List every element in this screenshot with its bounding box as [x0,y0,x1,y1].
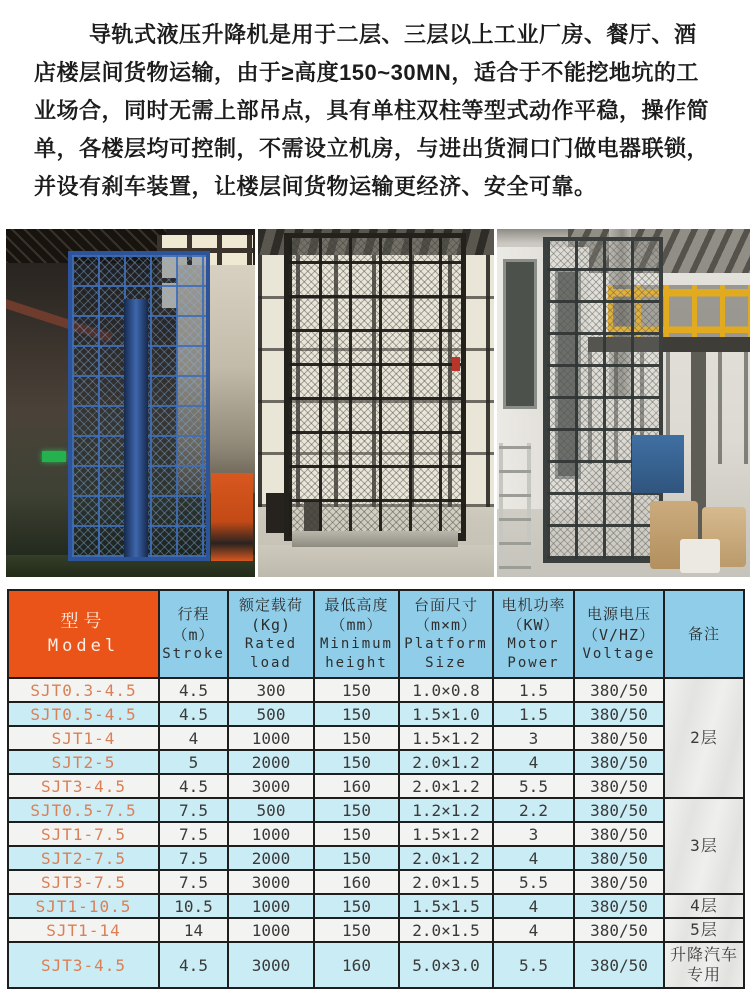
header-zh: 电源电压 [586,605,651,624]
cell-voltage: 380/50 [574,750,664,774]
col-header-model [8,590,159,678]
product-intro-paragraph: 导轨式液压升降机是用于二层、三层以上工业厂房、餐厅、酒店楼层间货物运输，由于≥高度150~30MN，适合于不能挖地坑的工业场合，同时无需上部吊点，具有单柱双柱等型式动作平稳，操作简单，各楼层均可控制，不需设立机房，与进出货洞口门做电器联锁，并设有刹车装置，让楼层间货物运输更经济、安全可靠。 [34,22,710,199]
cell-load: 3000 [228,870,314,894]
cell-voltage: 380/50 [574,798,664,822]
exit-sign [42,451,66,462]
cell-load: 1000 [228,918,314,942]
header-en: Stroke [162,645,225,662]
cell-stroke: 7.5 [159,870,228,894]
white-bag [680,539,720,573]
header-unit: （V/HZ） [582,625,656,644]
spec-table-section [7,589,745,989]
cell-min-height: 150 [314,726,399,750]
header-en: Model [47,635,120,656]
cell-power: 2.2 [493,798,574,822]
cell-power: 3 [493,726,574,750]
cell-platform: 1.5×1.2 [399,822,493,846]
black-lift-cage [284,233,466,541]
cell-stroke: 7.5 [159,798,228,822]
cell-min-height: 150 [314,894,399,918]
header-zh: 备注 [687,624,720,643]
col-header-voltage [574,590,664,678]
gray-lift-cage [543,237,663,563]
cell-stroke: 7.5 [159,822,228,846]
cell-voltage: 380/50 [574,846,664,870]
cell-model: SJT3-7.5 [8,870,159,894]
cell-load: 2000 [228,846,314,870]
cell-load: 300 [228,678,314,702]
cell-remark-4f: 4层 [664,894,744,918]
cell-stroke: 7.5 [159,846,228,870]
col-header-motor-power [493,590,574,678]
cell-load: 3000 [228,774,314,798]
forklift [211,473,253,561]
cell-voltage: 380/50 [574,894,664,918]
cell-model: SJT0.5-4.5 [8,702,159,726]
cell-stroke: 4 [159,726,228,750]
cell-min-height: 150 [314,798,399,822]
cell-power: 4 [493,750,574,774]
cell-stroke: 4.5 [159,678,228,702]
cell-platform: 1.0×0.8 [399,678,493,702]
lift-platform [292,531,458,547]
cell-model: SJT3-4.5 [8,774,159,798]
table-row [8,942,744,988]
cell-load: 1000 [228,894,314,918]
cell-voltage: 380/50 [574,942,664,988]
cell-voltage: 380/50 [574,918,664,942]
table-row [8,750,744,774]
header-zh: 台面尺寸 [413,595,478,614]
warning-light [452,357,460,371]
product-photo-gallery [6,229,750,577]
cell-stroke: 4.5 [159,942,228,988]
cell-stroke: 10.5 [159,894,228,918]
cell-platform: 2.0×1.2 [399,750,493,774]
table-row [8,726,744,750]
cell-load: 2000 [228,750,314,774]
cell-model: SJT0.3-4.5 [8,678,159,702]
header-unit: （mm） [330,616,383,635]
header-en: Platform Size [404,636,488,672]
table-row [8,702,744,726]
cell-stroke: 4.5 [159,702,228,726]
header-zh: 型号 [60,611,107,633]
cell-model: SJT0.5-7.5 [8,798,159,822]
cell-voltage: 380/50 [574,726,664,750]
blue-equipment [632,435,684,493]
table-row [8,822,744,846]
header-unit: （KW） [507,616,560,635]
cell-stroke: 14 [159,918,228,942]
cell-power: 4 [493,846,574,870]
cell-platform: 2.0×1.5 [399,918,493,942]
cell-model: SJT3-4.5 [8,942,159,988]
cell-load: 500 [228,798,314,822]
cell-remark-3f: 3层 [664,798,744,894]
cell-platform: 2.0×1.5 [399,870,493,894]
cell-voltage: 380/50 [574,822,664,846]
workshop-floor [258,545,494,577]
header-zh: 额定载荷 [238,595,303,614]
col-header-platform-size [399,590,493,678]
cell-remark-5f: 5层 [664,918,744,942]
tall-window [503,259,537,409]
col-header-stroke [159,590,228,678]
photo-lift-mezzanine [497,229,750,577]
photo-blue-lift-dark-warehouse [6,229,255,577]
cell-platform: 2.0×1.2 [399,846,493,870]
table-row [8,846,744,870]
cell-min-height: 150 [314,750,399,774]
cell-min-height: 150 [314,678,399,702]
spec-table [7,589,745,989]
cell-min-height: 150 [314,702,399,726]
header-en: Rated load [244,636,298,672]
cell-load: 3000 [228,942,314,988]
cell-load: 500 [228,702,314,726]
table-row [8,774,744,798]
cell-min-height: 160 [314,942,399,988]
cell-platform: 1.5×1.0 [399,702,493,726]
cell-voltage: 380/50 [574,774,664,798]
col-header-remark [664,590,744,678]
header-zh: 最低高度 [324,595,389,614]
cell-model: SJT2-7.5 [8,846,159,870]
cell-power: 4 [493,894,574,918]
header-zh: 行程 [177,605,210,624]
cell-platform: 1.5×1.5 [399,894,493,918]
scaffold-ladder [499,443,531,569]
cell-min-height: 160 [314,774,399,798]
header-unit: （m×m） [414,616,478,635]
cell-remark-car-lift: 升降汽车专用 [664,942,744,988]
table-row [8,798,744,822]
table-row [8,918,744,942]
cell-platform: 1.5×1.2 [399,726,493,750]
header-en: Minimum height [319,636,393,672]
header-unit: (Kg) [250,616,292,635]
header-en: Voltage [582,645,656,662]
cell-min-height: 150 [314,846,399,870]
cell-min-height: 160 [314,870,399,894]
header-row [8,590,744,678]
cell-platform: 5.0×3.0 [399,942,493,988]
header-unit: （m） [172,625,215,644]
cell-stroke: 4.5 [159,774,228,798]
cell-model: SJT1-10.5 [8,894,159,918]
cell-voltage: 380/50 [574,870,664,894]
col-header-rated-load [228,590,314,678]
cell-stroke: 5 [159,750,228,774]
cell-power: 1.5 [493,678,574,702]
cell-power: 3 [493,822,574,846]
cell-platform: 2.0×1.2 [399,774,493,798]
cell-voltage: 380/50 [574,702,664,726]
cell-model: SJT2-5 [8,750,159,774]
cell-platform: 1.2×1.2 [399,798,493,822]
cell-load: 1000 [228,726,314,750]
cell-power: 4 [493,918,574,942]
photo-black-lift-bright-workshop [258,229,494,577]
table-row [8,678,744,702]
cell-load: 1000 [228,822,314,846]
cell-min-height: 150 [314,918,399,942]
table-row [8,894,744,918]
table-row [8,870,744,894]
col-header-minimum-height [314,590,399,678]
cell-remark-2f: 2层 [664,678,744,798]
cell-model: SJT1-14 [8,918,159,942]
header-en: Motor Power [507,636,560,672]
cell-model: SJT1-4 [8,726,159,750]
cell-power: 5.5 [493,774,574,798]
cell-power: 1.5 [493,702,574,726]
cell-voltage: 380/50 [574,678,664,702]
cell-model: SJT1-7.5 [8,822,159,846]
cell-power: 5.5 [493,942,574,988]
header-zh: 电机功率 [501,595,566,614]
lift-mast [124,299,148,557]
cell-power: 5.5 [493,870,574,894]
cell-min-height: 150 [314,822,399,846]
